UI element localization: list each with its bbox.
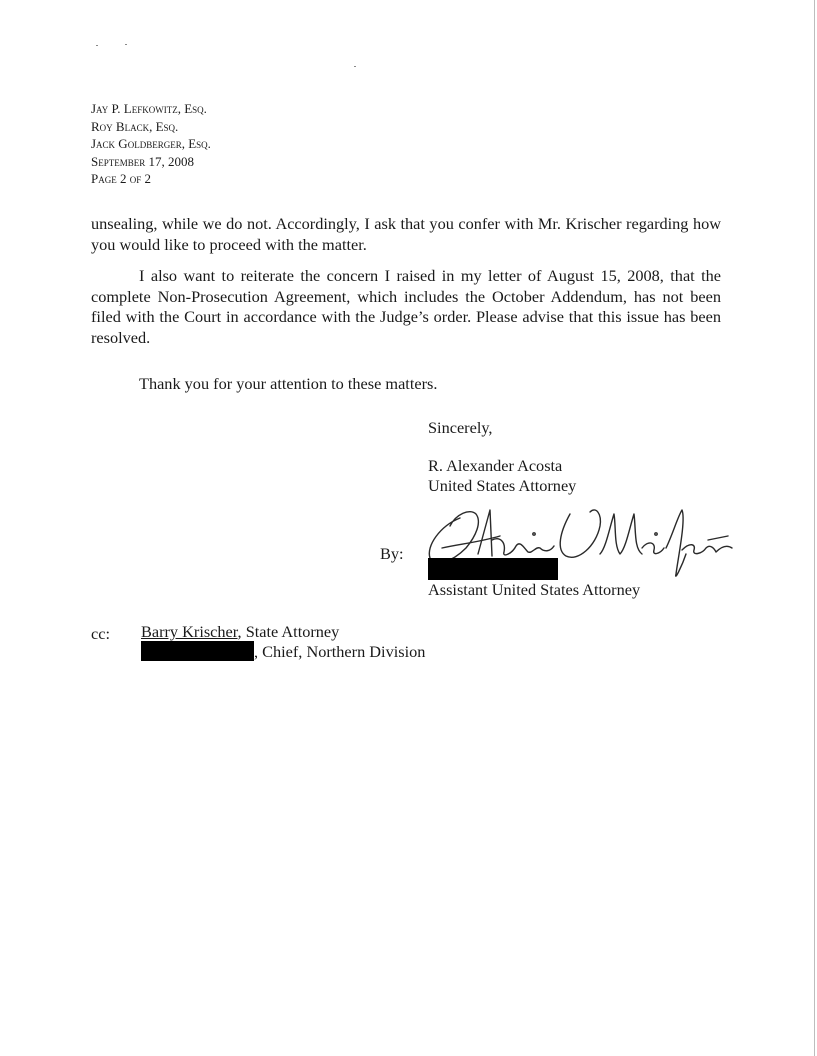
signer-title: Assistant United States Attorney — [428, 580, 641, 599]
cc-recipient-2-title: , Chief, Northern Division — [254, 642, 426, 661]
paragraph-1: unsealing, while we do not. Accordingly, I ask that you confer with Mr. Krischer regarding how you would like to proceed with the matter. — [91, 214, 721, 254]
cc-recipient-1 — [141, 622, 339, 642]
signatory-name: R. Alexander Acosta — [428, 456, 563, 475]
scan-speck — [125, 44, 127, 45]
paragraph-3: Thank you for your attention to these matters. — [139, 374, 438, 393]
paragraph-2: I also want to reiterate the concern I raised in my letter of August 15, 2008, that the complete Non-Prosecution Agreement, which includes the October Addendum, has not been filed with the Court in accordance with the Judge’s order. Please advise that this issue has been resolved. — [91, 266, 721, 347]
closing-salutation: Sincerely, — [428, 418, 493, 437]
recipient-line-1: Jay P. Lefkowitz, Esq. — [91, 101, 207, 116]
redaction-bar — [428, 558, 558, 580]
signatory-title: United States Attorney — [428, 476, 577, 495]
cc-recipient-1-title: , State Attorney — [237, 622, 340, 641]
recipient-line-3: Jack Goldberger, Esq. — [91, 136, 211, 151]
cc-recipient-1-name: Barry Krischer — [141, 622, 238, 641]
page-number: Page 2 of 2 — [91, 171, 151, 186]
redaction-bar — [141, 641, 254, 661]
scan-speck — [354, 66, 356, 67]
scan-speck — [96, 45, 98, 46]
cc-recipient-2 — [141, 641, 425, 662]
letter-header — [91, 100, 211, 188]
by-label: By: — [380, 544, 404, 563]
page-edge — [814, 0, 815, 1056]
recipient-line-2: Roy Black, Esq. — [91, 118, 179, 134]
letter-date: September 17, 2008 — [91, 153, 194, 169]
cc-label: cc: — [91, 624, 110, 643]
